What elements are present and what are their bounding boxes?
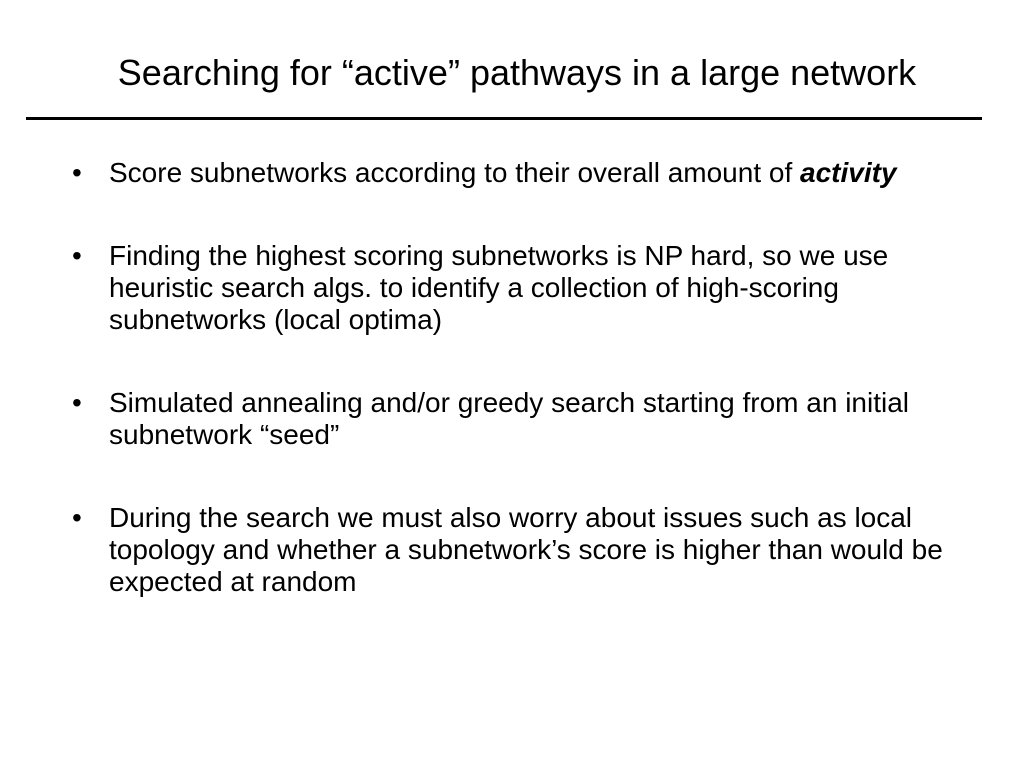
bullet-item [72,387,972,451]
bullet-text: Finding the highest scoring subnetworks is NP hard, so we use heuristic search algs. to identify a collection of high-scoring subnetworks (local optima) [109,240,889,335]
bullet-emphasis: activity [800,157,897,188]
title-divider [26,117,982,120]
bullet-item [72,502,972,598]
bullet-text: During the search we must also worry about issues such as local topology and whether a subnetwork’s score is higher than would be expected at random [109,502,943,597]
bullet-item [72,157,972,189]
bullet-list [72,157,972,649]
bullet-dot-icon: • [72,157,82,188]
bullet-text: Score subnetworks according to their overall amount of [109,157,801,188]
bullet-dot-icon: • [72,240,82,271]
bullet-dot-icon: • [72,502,82,533]
bullet-text: Simulated annealing and/or greedy search starting from an initial subnetwork “seed” [109,387,910,450]
slide-title: Searching for “active” pathways in a large network [117,52,917,93]
bullet-dot-icon: • [72,387,82,418]
bullet-item [72,240,972,336]
